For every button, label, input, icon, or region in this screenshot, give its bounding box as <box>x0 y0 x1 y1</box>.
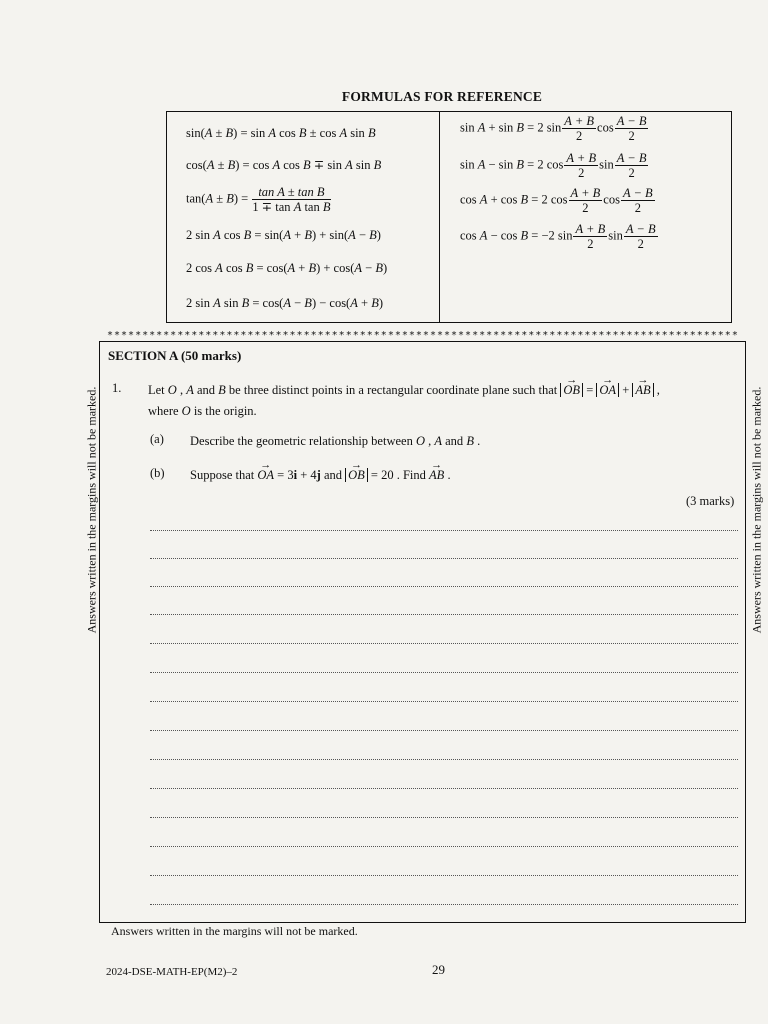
page-number: 29 <box>432 962 445 977</box>
answer-frame <box>99 341 746 923</box>
question-stem-cont: where O is the origin. <box>148 404 257 418</box>
formula-sin-sum: sin(A ± B) = sin A cos B ± cos A sin B <box>186 126 376 140</box>
formula-cos-sum: cos(A ± B) = cos A cos B ∓ sin A sin B <box>186 158 382 172</box>
question-number: 1. <box>112 381 122 395</box>
answer-line[interactable] <box>150 904 738 905</box>
answer-line[interactable] <box>150 788 738 789</box>
formula-2sin-sin: 2 sin A sin B = cos(A − B) − cos(A + B) <box>186 296 383 310</box>
answer-line[interactable] <box>150 586 738 587</box>
answer-line[interactable] <box>150 530 738 531</box>
answer-line[interactable] <box>150 643 738 644</box>
paper-code: 2024-DSE-MATH-EP(M2)–2 <box>106 966 238 978</box>
formula-2cos-cos: 2 cos A cos B = cos(A + B) + cos(A − B) <box>186 261 388 275</box>
answer-line[interactable] <box>150 701 738 702</box>
question-stem: Let O , A and B be three distinct points in a rectangular coordinate plane such that → OB = → OA + → AB , <box>148 383 660 398</box>
margin-note-right: Answers written in the margins will not be marked. <box>749 386 764 634</box>
answer-line[interactable] <box>150 817 738 818</box>
answer-line[interactable] <box>150 672 738 673</box>
part-b-label: (b) <box>150 466 165 480</box>
formula-cos-plus-cos: cos A + cos B = 2 cos $\frac{A + B}{2}$ cos $\frac{A - B}{2}$ <box>460 186 653 215</box>
answer-line[interactable] <box>150 558 738 559</box>
answer-line[interactable] <box>150 875 738 876</box>
formula-2sin-cos: 2 sin A cos B = sin(A + B) + sin(A − B) <box>186 228 381 242</box>
answer-line[interactable] <box>150 614 738 615</box>
formula-cos-minus-cos: cos A − cos B = −2 sin $\frac{A + B}{2}$ sin $\frac{A - B}{2}$ <box>460 222 656 251</box>
formula-sin-plus-sin: sin A + sin B = 2 sin $\frac{A + B}{2}$ cos $\frac{A - B}{2}$ <box>460 114 647 143</box>
answer-line[interactable] <box>150 846 738 847</box>
page-title: FORMULAS FOR REFERENCE <box>341 89 543 104</box>
marks: (3 marks) <box>686 494 735 508</box>
formula-divider <box>439 111 440 323</box>
answer-line[interactable] <box>150 759 738 760</box>
footer-note: Answers written in the margins will not be marked. <box>111 924 358 938</box>
margin-note-left: Answers written in the margins will not be marked. <box>84 386 99 634</box>
part-b-text: Suppose that → OA = 3i + 4j and → OB = 20 . Find → AB . <box>190 468 451 483</box>
part-a-label: (a) <box>150 432 164 446</box>
star-divider: ****************************************************************************************** <box>107 330 739 341</box>
section-title: SECTION A (50 marks) <box>108 348 242 363</box>
formula-sin-minus-sin: sin A − sin B = 2 cos $\frac{A + B}{2}$ sin $\frac{A - B}{2}$ <box>460 151 647 180</box>
part-a-text: Describe the geometric relationship between O , A and B . <box>190 434 481 448</box>
formula-tan-sum: tan(A ± B) = $\frac{\text{tan A ± tan B}}{\text{1 ∓ tan A tan B}}$ <box>186 185 331 214</box>
answer-line[interactable] <box>150 730 738 731</box>
